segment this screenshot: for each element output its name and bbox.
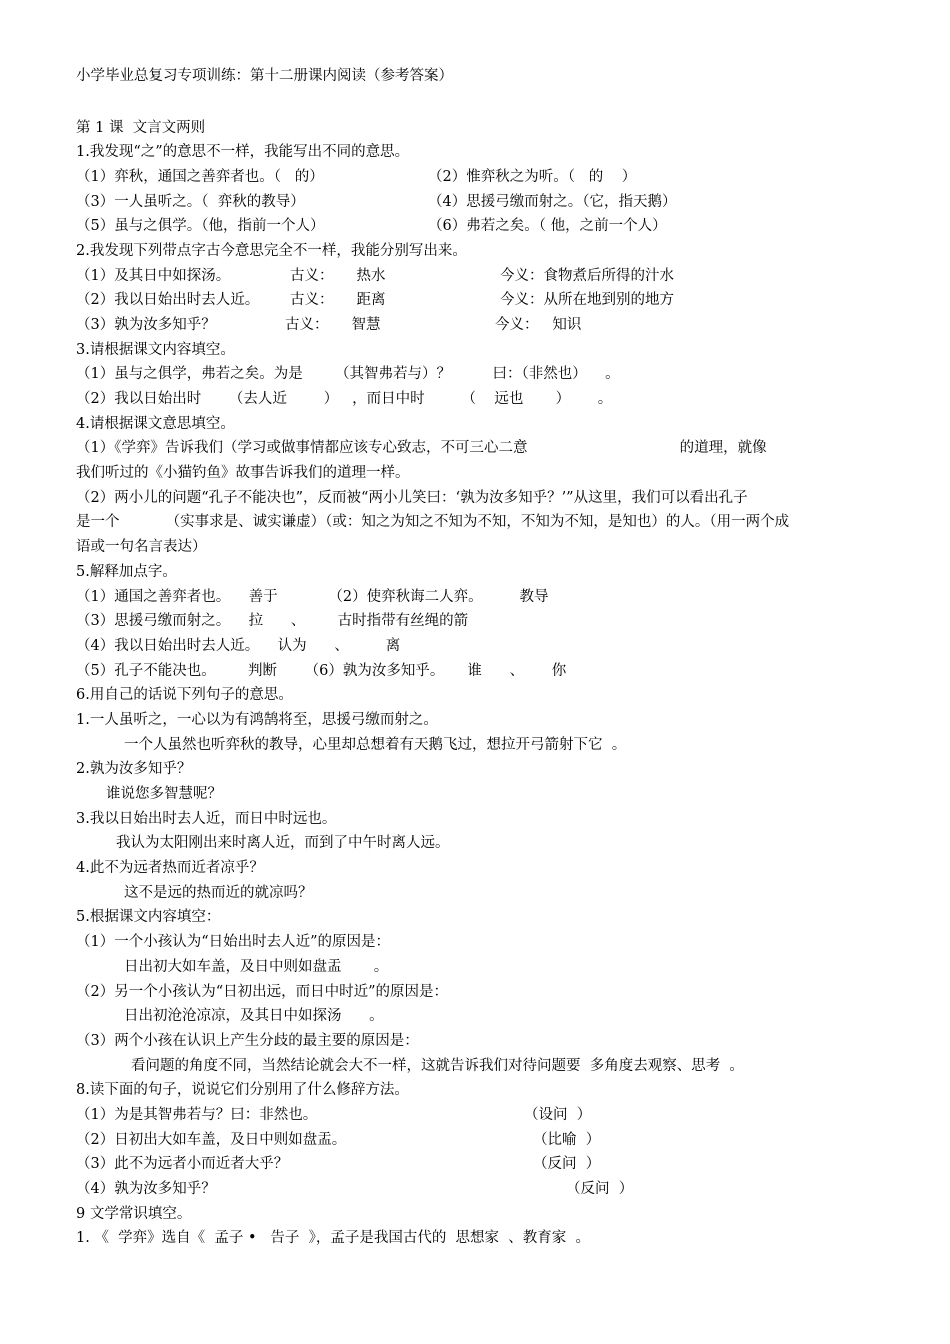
text-line: 古义： 距离 <box>290 292 386 308</box>
text-line: （3）两个小孩在认识上产生分歧的最主要的原因是： <box>76 1033 419 1049</box>
text-line: 古义： 热水 <box>290 268 386 284</box>
text-line: （4）思援弓缴而射之。（它，指天鹅） <box>428 194 677 210</box>
text-line: （设问 ） <box>524 1107 592 1123</box>
text-line: （1）及其日中如探汤。 <box>76 268 231 284</box>
text-line: 一个人虽然也听弈秋的教导，心里却总想着有天鹅飞过，想拉开弓箭射下它 。 <box>124 737 627 753</box>
text-line: 我们听过的《小猫钓鱼》故事告诉我们的道理一样。 <box>76 465 410 481</box>
text-line: 日出初大如车盖，及日中则如盘盂 。 <box>124 959 389 975</box>
text-line: 8.读下面的句子，说说它们分别用了什么修辞方法。 <box>76 1082 409 1098</box>
text-line: 3.我以日始出时去人近，而日中时远也。 <box>76 811 337 827</box>
text-line: 日出初沧沧凉凉，及其日中如探汤 。 <box>124 1008 384 1024</box>
text-line: （1）一个小孩认为“日始出时去人近”的原因是： <box>76 934 391 950</box>
text-line: （1）虽与之俱学，弗若之矣。为是 （其智弗若与）？ 曰：（非然也） 。 <box>76 366 620 382</box>
text-line: （4）孰为汝多知乎？ <box>76 1181 216 1197</box>
text-line: 今义：食物煮后所得的汁水 <box>500 268 674 284</box>
text-line: （1）通国之善弈者也。 善于 （2）使弈秋诲二人弈。 教导 <box>76 589 549 605</box>
text-line: 2.我发现下列带点字古今意思完全不一样，我能分别写出来。 <box>76 243 467 259</box>
text-line: 我认为太阳刚出来时离人近，而到了中午时离人远。 <box>116 835 450 851</box>
text-line: 4.此不为远者热而近者凉乎？ <box>76 860 264 876</box>
text-line: （3）一人虽听之。（ 弈秋的教导） <box>76 194 305 210</box>
text-line: （3）思援弓缴而射之。 拉 、 古时指带有丝绳的箭 <box>76 613 469 629</box>
text-line: （反问 ） <box>566 1181 634 1197</box>
text-line: （5）孔子不能决也。 判断 （6）孰为汝多知乎。 谁 、 你 <box>76 663 567 679</box>
text-line: （1）《学弈》告诉我们（学习或做事情都应该专心致志，不可三心二意 的道理，就像 <box>76 440 767 456</box>
text-line: （6）弗若之矣。（ 他，之前一个人） <box>428 218 667 234</box>
text-line: 4.请根据课文意思填空。 <box>76 416 235 432</box>
text-line: （2）我以日始出时去人近。 <box>76 292 260 308</box>
text-line: （1）弈秋，通国之善弈者也。（ 的） <box>76 169 324 185</box>
text-line: 5.根据课文内容填空： <box>76 909 221 925</box>
text-line: 3.请根据课文内容填空。 <box>76 342 235 358</box>
text-line: 看问题的角度不同，当然结论就会大不一样，这就告诉我们对待问题要 多角度去观察、思考 。 <box>131 1058 744 1074</box>
text-line: （比喻 ） <box>533 1132 601 1148</box>
text-line: （5）虽与之俱学。（他，指前一个人） <box>76 218 325 234</box>
text-line: （4）我以日始出时去人近。 认为 、 离 <box>76 638 401 654</box>
text-line: 今义：从所在地到别的地方 <box>500 292 674 308</box>
text-line: （3）孰为汝多知乎？ <box>76 317 216 333</box>
text-line: （2）我以日始出时 （去人近 ） ，而日中时 （ 远也 ） 。 <box>76 391 613 407</box>
text-line: （2）惟弈秋之为听。（ 的 ） <box>428 169 637 185</box>
text-line: 语或一句名言表达） <box>76 539 207 555</box>
text-line: 是一个 （实事求是、诚实谦虚）（或：知之为知之不知为不知，不知为不知，是知也）的人。（用一两个成 <box>76 514 790 530</box>
text-line: （2）日初出大如车盖，及日中则如盘盂。 <box>76 1132 347 1148</box>
text-line: 第 1 课 文言文两则 <box>76 120 206 136</box>
text-line: 1. 《 学弈》选自《 孟子 • 告子 》，孟子是我国古代的 思想家 、教育家 。 <box>76 1230 590 1246</box>
text-line: （3）此不为远者小而近者大乎？ <box>76 1156 289 1172</box>
text-line: 谁说您多智慧呢？ <box>106 786 222 802</box>
text-line: 1.我发现“之”的意思不一样，我能写出不同的意思。 <box>76 144 410 160</box>
text-line: 9 文学常识填空。 <box>76 1206 192 1222</box>
text-line: 5.解释加点字。 <box>76 564 177 580</box>
text-line: 1.一人虽听之，一心以为有鸿鹄将至，思援弓缴而射之。 <box>76 712 438 728</box>
text-line: 这不是远的热而近的就凉吗？ <box>124 885 313 901</box>
text-line: （2）另一个小孩认为“日初出远，而日中时近”的原因是： <box>76 984 449 1000</box>
text-line: （1）为是其智弗若与？曰：非然也。 <box>76 1107 318 1123</box>
text-line: （2）两小儿的问题“孔子不能决也”，反而被“两小儿笑曰：‘孰为汝多知乎？’”从这里，我们可以看出孔子 <box>76 490 748 506</box>
text-line: 古义： 智慧 <box>285 317 381 333</box>
text-line: 今义： 知识 <box>495 317 582 333</box>
text-line: 小学毕业总复习专项训练：第十二册课内阅读（参考答案） <box>76 68 453 84</box>
text-line: 2.孰为汝多知乎？ <box>76 761 192 777</box>
text-line: （反问 ） <box>533 1156 601 1172</box>
text-line: 6.用自己的话说下列句子的意思。 <box>76 687 293 703</box>
